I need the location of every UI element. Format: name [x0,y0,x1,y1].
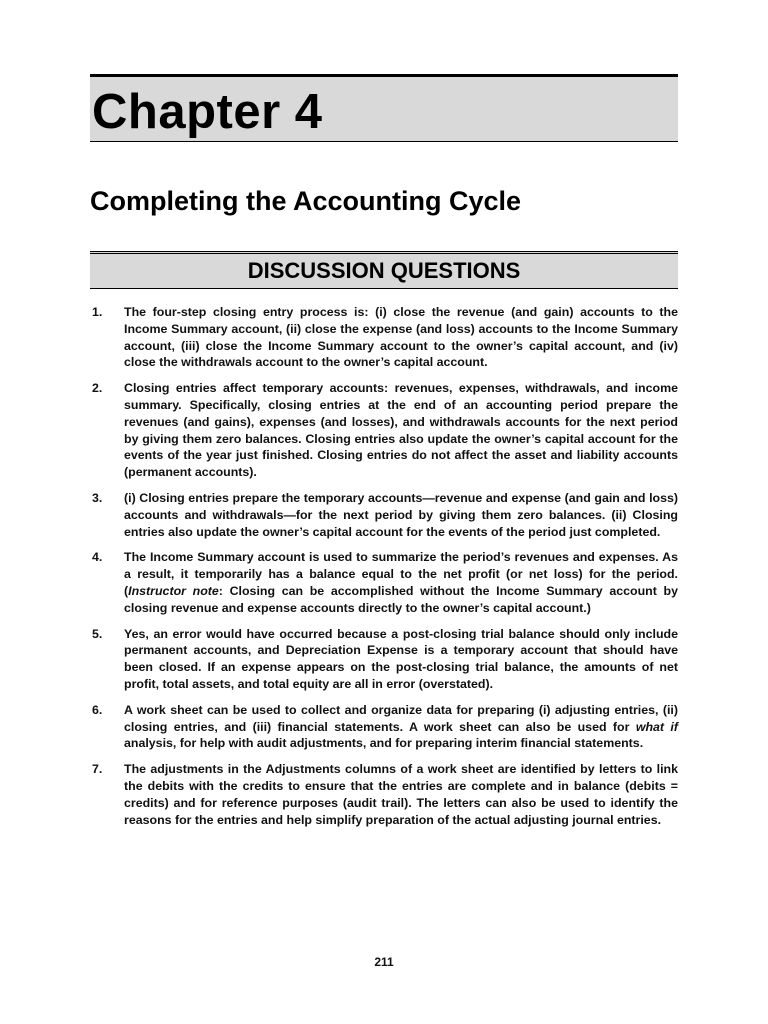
answer-text-run: Closing entries affect temporary accounts: revenues, expenses, withdrawals, and income summary. Specifically, closing entries at the end of an accounting period prepare the revenues (and gains), expenses (and losses), and withdrawals accounts for the next period by giving them zero balances. Closing entries also update the owner’s capital account for the events of the year just finished. Closing entries do not affect the asset and liability accounts (permanent accounts). [124,381,678,480]
answer-text-run: analysis, for help with audit adjustments, and for preparing interim financial statements. [124,736,644,751]
question-number: 7. [92,762,103,777]
answer-text-run: The Income Summary account is used to summarize the period’s revenues and expenses. As a result, it temporarily has a balance equal to the net profit (or net loss) for the period. ( [124,550,678,598]
question-number: 4. [92,550,103,565]
emphasized-text: what if [635,719,678,734]
question-item [90,702,678,752]
question-number: 5. [92,626,103,641]
question-number: 1. [92,305,103,319]
question-item [90,549,678,616]
answer-text-run: The four-step closing entry process is: (i) close the revenue (and gain) accounts to the Income Summary account, (ii) close the expense (and loss) accounts to the Income Summary account, (iii) close the Income Summary account to the owner’s capital account, and (iv) close the withdrawals account to the owner’s capital account. [124,305,678,370]
question-answer-text [124,702,678,752]
chapter-title: Chapter 4 [92,85,323,139]
question-item [90,490,678,540]
question-answer-text [124,380,678,481]
question-answer-text [124,490,678,540]
chapter-header-bar [90,74,678,142]
question-item [90,761,678,828]
question-item [90,380,678,481]
answer-text-run: The adjustments in the Adjustments columns of a work sheet are identified by letters to link the debits with the credits to ensure that the entries are complete and in balance (debits = credits) and for reference purposes (audit trail). The letters can also be used to identify the reasons for the entries and help simplify preparation of the actual adjusting journal entries. [124,762,678,827]
answer-text-run: : Closing can be accomplished without the Income Summary account by closing revenue and expense accounts directly to the owner’s capital account.) [124,583,678,615]
page-number: 211 [374,955,394,969]
question-number: 6. [92,702,103,717]
question-item [90,626,678,693]
section-title: DISCUSSION QUESTIONS [247,258,521,283]
question-answer-text [124,761,678,828]
question-answer-text [124,549,678,616]
chapter-subtitle: Completing the Accounting Cycle [90,186,522,216]
question-number: 3. [92,490,103,505]
answer-text-run: (i) Closing entries prepare the temporary accounts—revenue and expense (and gain and loss) accounts and withdrawals—for the next period by giving them zero balances. (ii) Closing entries also update the owner’s capital account for the events of the period just completed. [124,490,678,539]
question-number: 2. [92,381,103,396]
question-item [90,304,678,371]
emphasized-text: Instructor note [128,583,219,598]
section-header-bar [90,251,678,289]
answer-text-run: A work sheet can be used to collect and organize data for preparing (i) adjusting entries, (ii) closing entries, and (iii) financial statements. A work sheet can also be used for [124,702,678,734]
question-list [90,304,678,837]
question-answer-text [124,626,678,693]
question-answer-text [124,304,678,371]
answer-text-run: Yes, an error would have occurred because a post-closing trial balance should only include permanent accounts, and Depreciation Expense is a temporary account that should have been closed. If an expense appears on the post-closing trial balance, the amounts of net profit, total assets, and total equity are all in error (overstated). [124,626,678,691]
